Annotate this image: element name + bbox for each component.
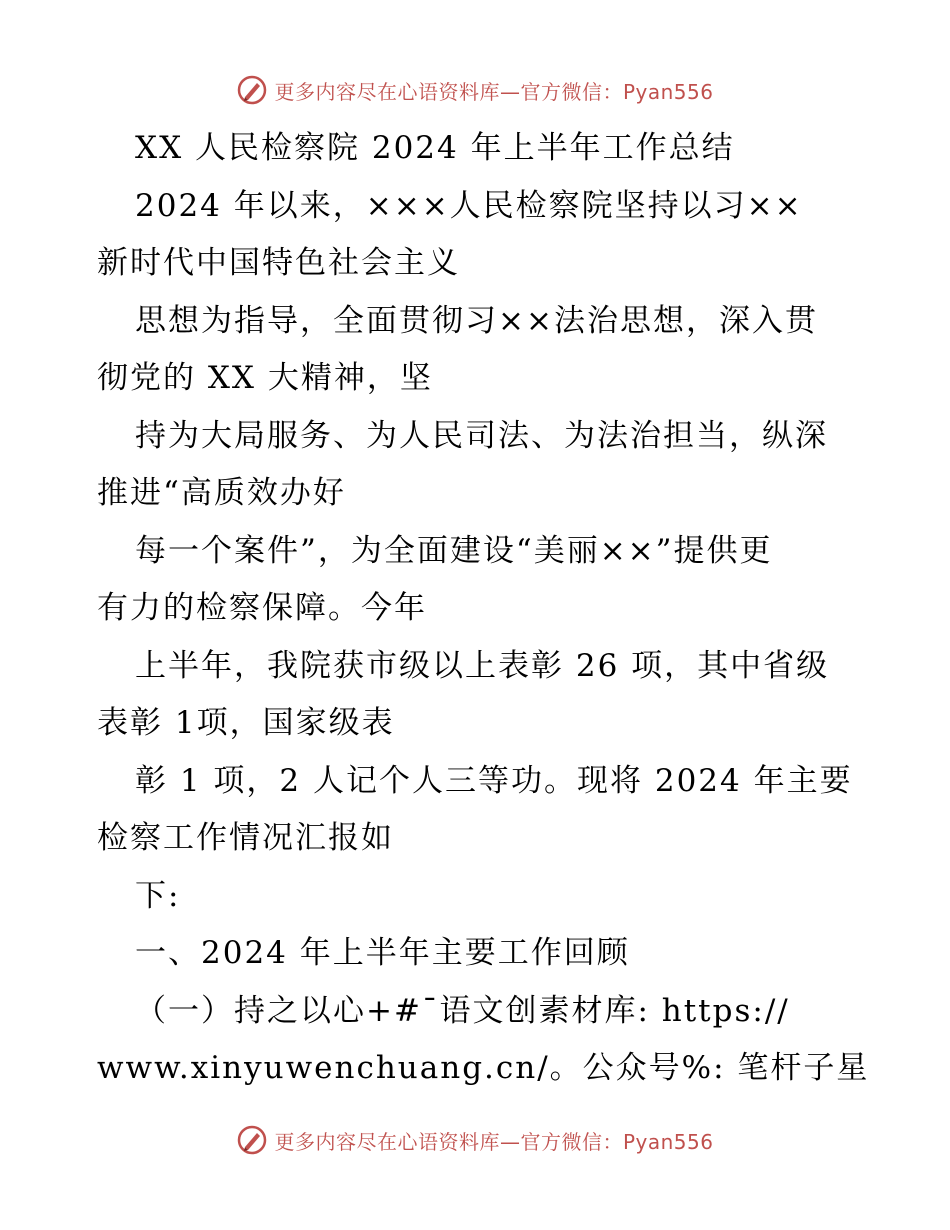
- document-line: 彻党的 XX 大精神，坚: [97, 360, 433, 396]
- watermark-text: 更多内容尽在心语资料库—官方微信：Pyan556: [274, 79, 714, 104]
- document-title: XX 人民检察院 2024 年上半年工作总结: [135, 130, 735, 166]
- document-line: 下:: [135, 877, 181, 914]
- document-line: 持为大局服务、为人民司法、为法治担当，纵深: [135, 417, 828, 454]
- document-line: 一、2024 年上半年主要工作回顾: [135, 935, 630, 971]
- document-line: www.xinyuwenchuang.cn/。公众号%: 笔杆子星: [97, 1050, 870, 1086]
- document-line: 表彰 1项，国家级表: [97, 705, 395, 741]
- document-body: [97, 120, 870, 1098]
- watermark-text: 更多内容尽在心语资料库—官方微信：Pyan556: [274, 1129, 714, 1154]
- document-line: 思想为指导，全面贯彻习××法治思想，深入贯: [135, 302, 818, 339]
- document-line: 有力的检察保障。今年: [97, 590, 427, 626]
- watermark-banner-bottom: [0, 1120, 950, 1160]
- document-line: （一）持之以心+#¯语文创素材库: https://: [135, 992, 790, 1029]
- document-line: 彰 1 项，2 人记个人三等功。现将 2024 年主要: [135, 762, 853, 799]
- document-line: 新时代中国特色社会主义: [97, 245, 460, 281]
- pen-logo-icon: [236, 1124, 268, 1156]
- pen-logo-icon: [236, 74, 268, 106]
- watermark-banner-top: [0, 70, 950, 110]
- document-line: 上半年，我院获市级以上表彰 26 项，其中省级: [135, 647, 830, 684]
- document-line: 推进“高质效办好: [97, 475, 346, 511]
- document-line: 每一个案件”，为全面建设“美丽××”提供更: [135, 532, 773, 569]
- document-line: 2024 年以来，×××人民检察院坚持以习××: [135, 187, 803, 224]
- document-line: 检察工作情况汇报如: [97, 820, 394, 856]
